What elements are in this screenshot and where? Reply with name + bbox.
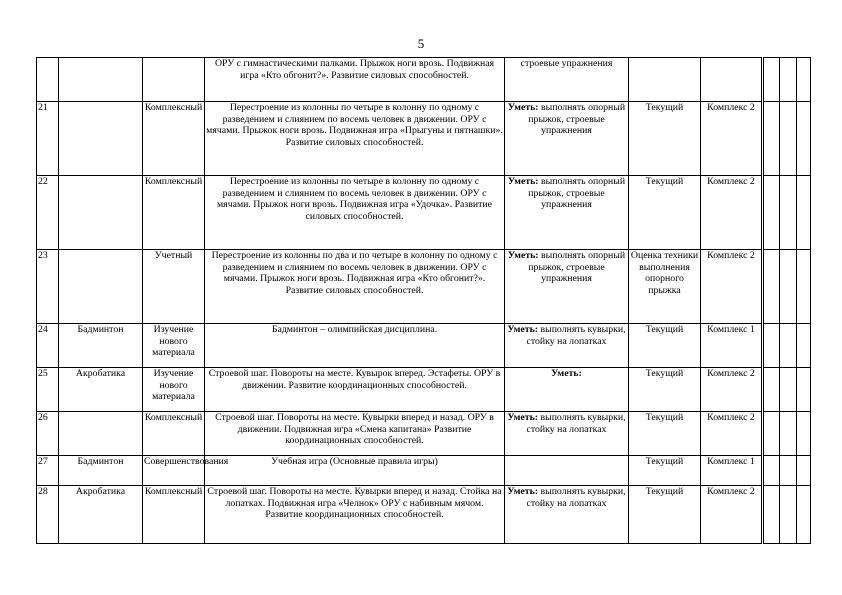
table-row (37, 456, 811, 486)
lesson-number-cell: 28 (37, 486, 59, 544)
date-cell (763, 58, 780, 102)
homework-cell: Комплекс 2 (701, 412, 763, 456)
date-cell (763, 456, 780, 486)
requirements-label: Уметь: (507, 250, 539, 261)
table-row (37, 58, 811, 102)
section-cell: Акробатика (59, 486, 143, 544)
lesson-type-cell: Комплексный (143, 176, 205, 250)
control-type-cell: Текущий (629, 456, 701, 486)
control-type-cell (629, 58, 701, 102)
table-row (37, 102, 811, 176)
lesson-content-cell: Перестроение из колонны по два и по четыре в колонну по одному с разведением и слиянием по восемь человек в движении. ОРУ с мячами. Прыжок ноги врозь. Подвижная игра «Кто обгонит?». Развитие силовых способностей. (205, 250, 505, 324)
date-cell (763, 324, 780, 368)
date-cell (797, 456, 811, 486)
date-cell (797, 176, 811, 250)
section-cell (59, 102, 143, 176)
requirements-cell (505, 58, 629, 102)
lesson-plan-table (36, 57, 811, 544)
date-cell (780, 368, 797, 412)
page-number: 5 (417, 36, 425, 51)
requirements-text: выполнять опорный прыжок, строевые упражнения (528, 176, 626, 210)
section-cell (59, 412, 143, 456)
requirements-cell (505, 412, 629, 456)
homework-cell: Комплекс 2 (701, 102, 763, 176)
section-cell (59, 176, 143, 250)
lesson-content-cell: Строевой шаг. Повороты на месте. Кувырки вперед и назад. Стойка на лопатках. Подвижная игра «Челнок» ОРУ с набивным мячом. Развитие координационных способностей. (205, 486, 505, 544)
lesson-type-cell: Изучение нового материала (143, 324, 205, 368)
table-row (37, 324, 811, 368)
requirements-cell (505, 368, 629, 412)
lesson-type-cell (143, 58, 205, 102)
date-cell (797, 58, 811, 102)
control-type-cell: Оценка техники выполнения опорного прыжка (629, 250, 701, 324)
requirements-text: строевые упражнения (520, 58, 613, 69)
lesson-content-cell: ОРУ с гимнастическими палками. Прыжок ноги врозь. Подвижная игра «Кто обгонит?». Развитие силовых способностей. (205, 58, 505, 102)
date-cell (763, 412, 780, 456)
homework-cell: Комплекс 2 (701, 486, 763, 544)
homework-cell: Комплекс 2 (701, 250, 763, 324)
date-cell (780, 412, 797, 456)
requirements-label: Уметь: (507, 102, 539, 113)
requirements-cell (505, 486, 629, 544)
table-row (37, 412, 811, 456)
lesson-number-cell: 26 (37, 412, 59, 456)
section-cell: Бадминтон (59, 324, 143, 368)
lesson-type-cell: Совершенствования (143, 456, 205, 486)
lesson-type-cell: Комплексный (143, 486, 205, 544)
date-cell (780, 176, 797, 250)
requirements-text: выполнять кувырки, стойку на лопатках (526, 324, 626, 347)
requirements-label: Уметь: (507, 412, 539, 423)
lesson-content-cell: Учебная игра (Основные правила игры) (205, 456, 505, 486)
homework-cell: Комплекс 2 (701, 368, 763, 412)
date-cell (780, 324, 797, 368)
homework-cell: Комплекс 2 (701, 176, 763, 250)
requirements-label: Уметь: (551, 368, 582, 379)
date-cell (763, 250, 780, 324)
table-row (37, 176, 811, 250)
date-cell (797, 368, 811, 412)
lesson-number-cell: 22 (37, 176, 59, 250)
control-type-cell: Текущий (629, 412, 701, 456)
date-cell (797, 250, 811, 324)
table-row (37, 486, 811, 544)
control-type-cell: Текущий (629, 486, 701, 544)
requirements-cell (505, 102, 629, 176)
table-row (37, 250, 811, 324)
date-cell (780, 58, 797, 102)
requirements-label: Уметь: (507, 324, 539, 335)
lesson-number-cell: 23 (37, 250, 59, 324)
lesson-type-cell: Учетный (143, 250, 205, 324)
lesson-content-cell: Перестроение из колонны по четыре в колонну по одному с разведением и слиянием по восемь человек в движении. ОРУ с мячами. Прыжок ноги врозь. Подвижная игра «Прыгуны и пятнашки». Развитие силовых способностей. (205, 102, 505, 176)
lesson-content-cell: Бадминтон – олимпийская дисциплина. (205, 324, 505, 368)
requirements-cell (505, 324, 629, 368)
requirements-cell (505, 250, 629, 324)
requirements-text: выполнять кувырки, стойку на лопатках (526, 412, 626, 435)
requirements-label: Уметь: (507, 176, 539, 187)
lesson-content-cell: Перестроение из колонны по четыре в колонну по одному с разведением и слиянием по восемь человек в движении. ОРУ с мячами. Прыжок ноги врозь. Подвижная игра «Удочка». Развитие силовых способностей. (205, 176, 505, 250)
lesson-number-cell: 24 (37, 324, 59, 368)
lesson-number-cell: 21 (37, 102, 59, 176)
control-type-cell: Текущий (629, 324, 701, 368)
control-type-cell: Текущий (629, 176, 701, 250)
requirements-text: выполнять кувырки, стойку на лопатках (526, 486, 626, 509)
lesson-number-cell: 27 (37, 456, 59, 486)
lesson-type-cell: Изучение нового материала (143, 368, 205, 412)
requirements-text: выполнять опорный прыжок, строевые упражнения (528, 102, 626, 136)
date-cell (797, 102, 811, 176)
requirements-text: выполнять опорный прыжок, строевые упражнения (528, 250, 626, 284)
requirements-cell (505, 176, 629, 250)
date-cell (780, 250, 797, 324)
date-cell (780, 456, 797, 486)
date-cell (797, 486, 811, 544)
date-cell (763, 368, 780, 412)
homework-cell (701, 58, 763, 102)
section-cell (59, 250, 143, 324)
lesson-type-cell: Комплексный (143, 412, 205, 456)
homework-cell: Комплекс 1 (701, 324, 763, 368)
date-cell (797, 412, 811, 456)
requirements-label: Уметь: (507, 486, 539, 497)
lesson-type-cell: Комплексный (143, 102, 205, 176)
date-cell (763, 176, 780, 250)
date-cell (763, 102, 780, 176)
section-cell: Бадминтон (59, 456, 143, 486)
homework-cell: Комплекс 1 (701, 456, 763, 486)
date-cell (763, 486, 780, 544)
section-cell: Акробатика (59, 368, 143, 412)
table-row (37, 368, 811, 412)
control-type-cell: Текущий (629, 102, 701, 176)
lesson-number-cell: 25 (37, 368, 59, 412)
lesson-content-cell: Строевой шаг. Повороты на месте. Кувырки вперед и назад. ОРУ в движении. Подвижная игра «Смена капитана» Развитие координационных способностей. (205, 412, 505, 456)
section-cell (59, 58, 143, 102)
lesson-content-cell: Строевой шаг. Повороты на месте. Кувырок вперед. Эстафеты. ОРУ в движении. Развитие координационных способностей. (205, 368, 505, 412)
date-cell (780, 486, 797, 544)
control-type-cell: Текущий (629, 368, 701, 412)
date-cell (797, 324, 811, 368)
lesson-number-cell (37, 58, 59, 102)
date-cell (780, 102, 797, 176)
requirements-cell (505, 456, 629, 486)
